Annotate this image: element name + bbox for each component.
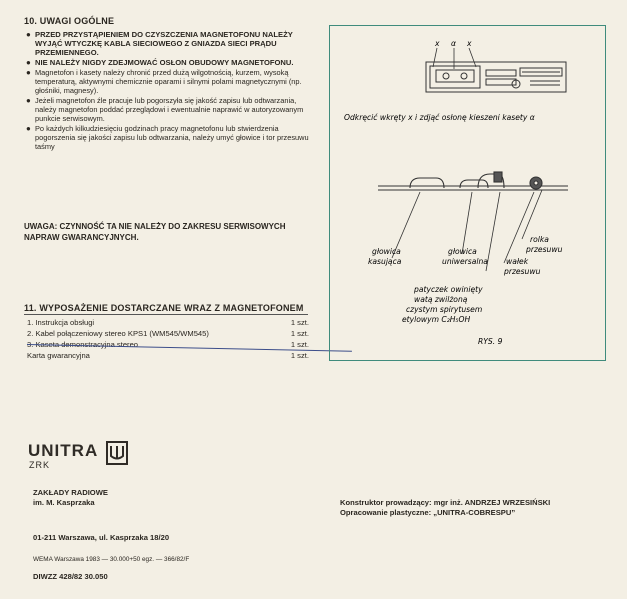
art-credit: Opracowanie plastyczne: „UNITRA-COBRESPU” (340, 508, 516, 517)
general-notes-title: 10. UWAGI OGÓLNE (24, 16, 115, 26)
figure-number: RYS. 9 (478, 337, 503, 346)
notes-item: ● Magnetofon i kasety należy chronić przed dużą wilgotnością, kurzem, wysoką temperaturą, aktywnymi chemicznie oparami i silnymi polami magnetycznymi (np. głośniki, magnesy). (26, 68, 302, 95)
tape-path (378, 172, 568, 190)
supplies-rule (24, 314, 308, 315)
notes-item: ● NIE NALEŻY NIGDY ZDEJMOWAĆ OSŁON OBUDOWY MAGNETOFONU. (26, 58, 294, 67)
tape-path-diagram (330, 26, 607, 362)
pinch-roller-label-1: rolka (530, 235, 549, 244)
print-info: WEMA Warszawa 1983 — 30.000+50 egz. — 366/82/F (33, 556, 190, 563)
notes-item: ● Po każdych kilkudziesięciu godzinach pracy magnetofonu lub stwierdzenia pogorszenia się jakości zapisu lub odtwarzania, należy umyć głowice i tor przesuwu taśmy (26, 124, 309, 151)
figure-caption: Odkręcić wkręty x i zdjąć osłonę kieszeni kasety α (344, 113, 535, 122)
figure-rys9 (329, 25, 606, 361)
general-notes-list (24, 30, 309, 152)
mark-x-left: x (435, 39, 440, 48)
mark-alpha: α (451, 39, 457, 48)
swab-label-3: czystym spirytusem (406, 305, 483, 314)
capstan-label-2: przesuwu (504, 267, 541, 276)
universal-head-label-1: głowica (448, 247, 477, 256)
manufacturer-address: 01-211 Warszawa, ul. Kasprzaka 18/20 (33, 533, 170, 542)
unitra-emblem-icon (106, 441, 128, 465)
print-code: DIWZZ 428/82 30.050 (33, 572, 108, 581)
universal-head-label-2: uniwersalna (442, 257, 488, 266)
table-row: 1. Instrukcja obsługi 1 szt. (27, 318, 309, 327)
table-row: 2. Kabel połączeniowy stereo KPS1 (WM545/WM545) 1 szt. (27, 329, 309, 338)
capstan-label-1: wałek (506, 257, 529, 266)
manufacturer-name: ZAKŁADY RADIOWE (33, 488, 108, 497)
zrk-logo-text: ZRK (29, 460, 50, 470)
erase-head-label-2: kasująca (368, 257, 402, 266)
table-row: Karta gwarancyjna 1 szt. (27, 351, 309, 360)
notes-item: ● Jeżeli magnetofon źle pracuje lub pogorszyła się jakość zapisu lub odtwarzania, należy magnetofon poddać przeglądowi i ewentualnie naprawić w autoryzowanym punkcie serwisowym. (26, 96, 304, 123)
mark-x-right: x (467, 39, 472, 48)
pinch-roller-label-2: przesuwu (526, 245, 563, 254)
manufacturer-patron: im. M. Kasprzaka (33, 498, 95, 507)
swab-label-1: patyczek owinięty (414, 285, 483, 294)
cassette-deck-drawing (426, 62, 566, 92)
supplies-title: 11. WYPOSAŻENIE DOSTARCZANE WRAZ Z MAGNETOFONEM (24, 303, 304, 313)
swab-label-4: etylowym C₂H₅OH (402, 315, 471, 324)
swab-label-2: watą zwilżoną (414, 295, 468, 304)
warranty-note: UWAGA: CZYNNOŚĆ TA NIE NALEŻY DO ZAKRESU SERWISOWYCH NAPRAW GWARANCYJNYCH. (24, 222, 286, 242)
designer-credit: Konstruktor prowadzący: mgr inż. ANDRZEJ WRZESIŃSKI (340, 498, 551, 507)
supplies-table (27, 317, 309, 361)
notes-item: ● PRZED PRZYSTĄPIENIEM DO CZYSZCZENIA MAGNETOFONU NALEŻY WYJĄĆ WTYCZKĘ KABLA SIECIOWEGO Z GNIAZDA SIECI PRĄDU PRZEMIENNEGO. (26, 30, 293, 57)
table-row: 3. Kaseta demonstracyjna stereo 1 szt. (27, 339, 309, 350)
unitra-logo-text: UNITRA (28, 441, 99, 460)
erase-head-label-1: głowica (372, 247, 401, 256)
